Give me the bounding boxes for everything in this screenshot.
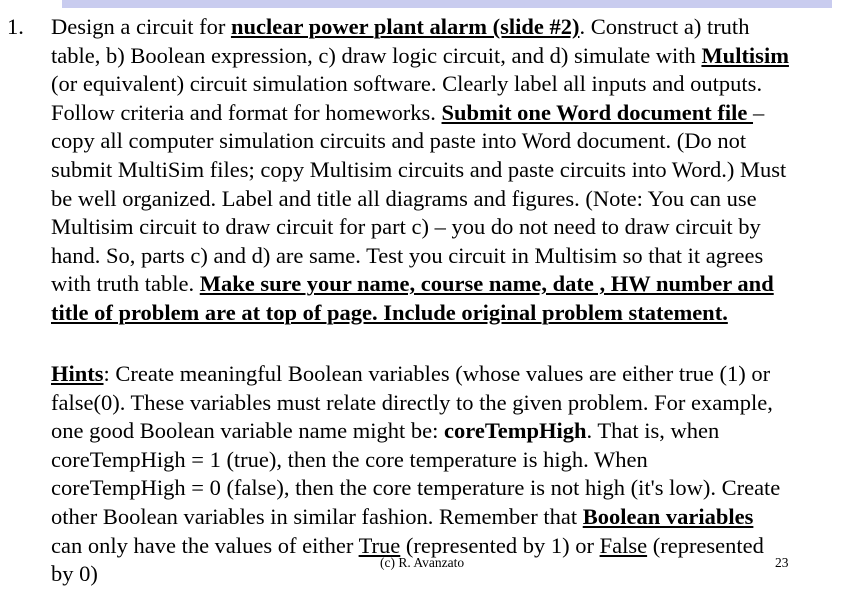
hints-line-8: by 0) — [51, 561, 98, 587]
problem-statement — [51, 13, 856, 328]
hints-line-2: false(0). These variables must relate directly to the given problem. For example, — [51, 389, 773, 415]
hints-line-3 — [51, 417, 856, 446]
text-run: can only have the values of either — [51, 532, 359, 558]
true-term: True — [358, 532, 401, 558]
submit-instruction: Submit one Word document file — [441, 99, 754, 125]
text-run: : Create meaningful Boolean variables (whose values are either true (1) or — [103, 361, 771, 386]
problem-line-8: Multisim circuit to draw circuit for part c) – you do not need to draw circuit by — [51, 214, 761, 240]
hints-line-1 — [51, 360, 856, 389]
problem-line-10 — [51, 270, 856, 299]
problem-line-1 — [51, 13, 856, 42]
hints-line-5: coreTempHigh = 0 (false), then the core temperature is not high (it's low). Create — [51, 475, 781, 501]
problem-line-2 — [51, 42, 856, 71]
text-run: – — [753, 99, 765, 125]
header-requirement: Make sure your name, course name, date , HW number and — [199, 271, 774, 297]
text-run: Follow criteria and format for homeworks. — [51, 99, 442, 125]
text-run: (represented by 1) or — [400, 532, 600, 558]
variable-name-example: coreTempHigh — [444, 418, 587, 444]
problem-line-5: copy all computer simulation circuits and paste into Word document. (Do not — [51, 128, 747, 154]
multisim-emphasis: Multisim — [701, 42, 789, 68]
text-run: one good Boolean variable name might be: — [51, 418, 445, 444]
list-number: 1. — [7, 14, 24, 39]
text-run: other Boolean variables in similar fashion. Remember that — [51, 503, 583, 529]
problem-line-3: (or equivalent) circuit simulation software. Clearly label all inputs and outputs. — [51, 71, 763, 97]
text-run: . Construct a) truth — [579, 14, 750, 39]
problem-line-11: title of problem are at top of page. Include original problem statement. — [51, 299, 728, 325]
hints-line-4: coreTempHigh = 1 (true), then the core temperature is high. When — [51, 446, 648, 472]
problem-line-9: hand. So, parts c) and d) are same. Test you circuit in Multisim so that it agrees — [51, 242, 764, 268]
problem-line-6: submit MultiSim files; copy Multisim circuits and paste circuits into Word.) Must — [51, 156, 787, 182]
hints-label: Hints — [51, 361, 104, 386]
text-run: (represented — [647, 532, 764, 558]
problem-line-7: be well organized. Label and title all diagrams and figures. (Note: You can use — [51, 185, 757, 211]
slide-reference: nuclear power plant alarm (slide #2) — [230, 14, 580, 39]
text-run: table, b) Boolean expression, c) draw logic circuit, and d) simulate with — [51, 42, 702, 68]
hints-line-6 — [51, 503, 856, 532]
page-number: 23 — [775, 555, 789, 570]
problem-line-4 — [51, 99, 856, 128]
false-term: False — [599, 532, 648, 558]
boolean-variables-emphasis: Boolean variables — [582, 503, 754, 529]
text-run: with truth table. — [51, 271, 200, 297]
text-run: . That is, when — [586, 418, 720, 444]
footer-copyright: (c) R. Avanzato — [380, 555, 465, 570]
text-run: Design a circuit for — [51, 14, 231, 39]
slide-header-band — [62, 0, 832, 8]
